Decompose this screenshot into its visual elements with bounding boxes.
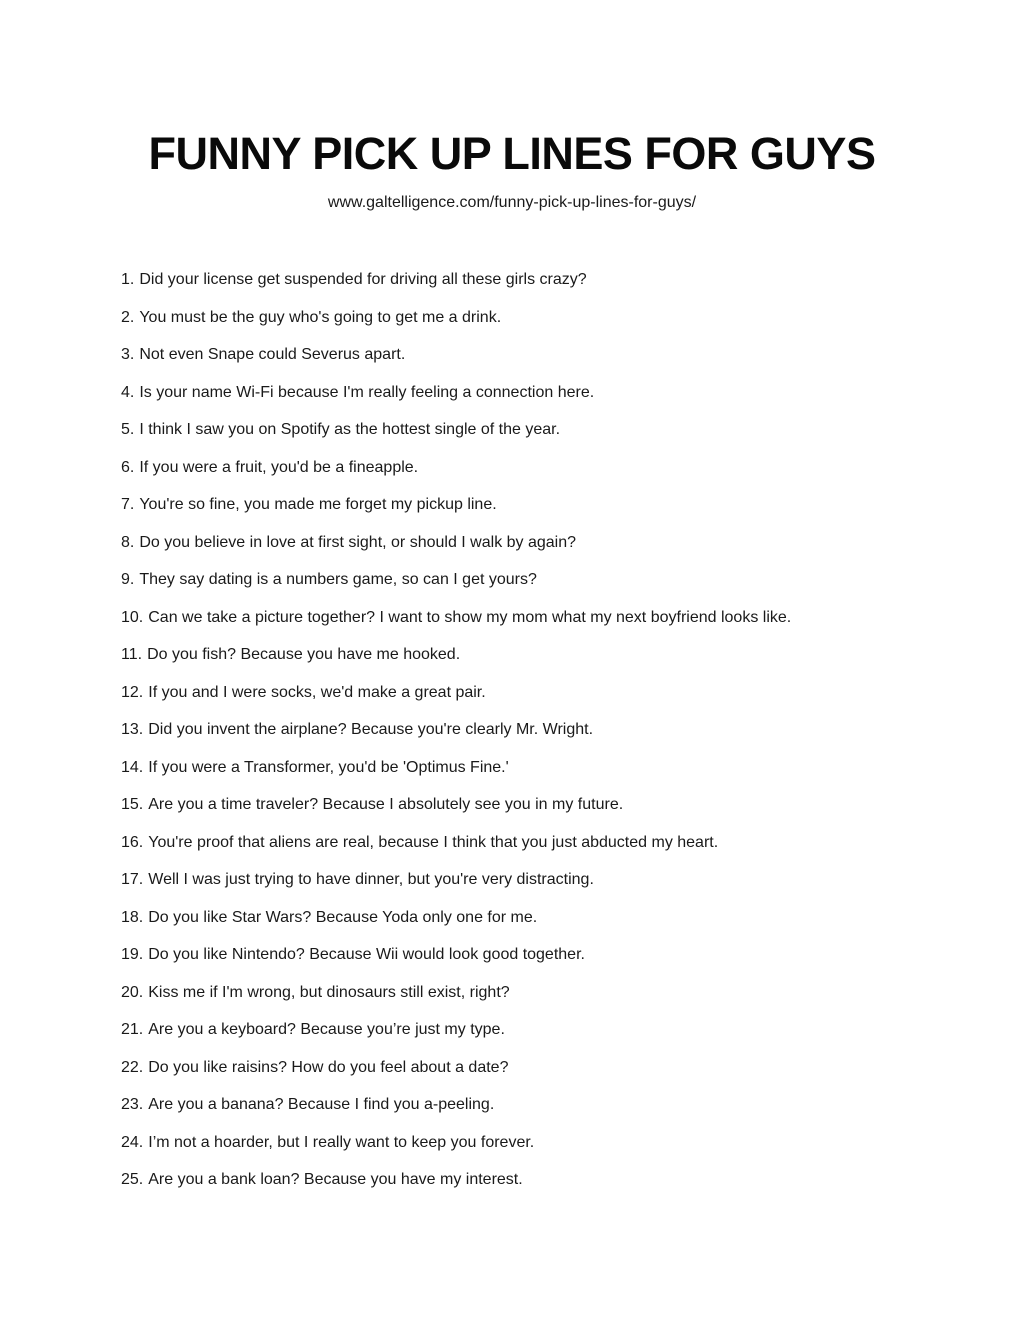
list-item (121, 643, 791, 681)
source-url: www.galtelligence.com/funny-pick-up-lines-for-guys/ (327, 194, 697, 211)
list-item (121, 418, 791, 456)
list-item (121, 606, 791, 644)
pickup-lines-list (121, 268, 791, 1206)
item-number: 14. (121, 758, 144, 776)
list-item (121, 306, 791, 344)
list-item (121, 493, 791, 531)
item-text: Kiss me if I'm wrong, but dinosaurs still exist, right? (148, 983, 510, 1001)
item-number: 12. (121, 683, 144, 701)
item-text: Are you a keyboard? Because you’re just my type. (148, 1021, 505, 1038)
item-text: You're so fine, you made me forget my pickup line. (139, 496, 497, 513)
item-text: Can we take a picture together? I want to show my mom what my next boyfriend looks like. (148, 608, 792, 626)
list-item (121, 1018, 791, 1056)
list-item (121, 531, 791, 569)
item-text: Do you like Star Wars? Because Yoda only one for me. (148, 908, 538, 926)
item-number: 22. (121, 1058, 144, 1076)
item-number: 24. (121, 1133, 144, 1151)
item-number: 1. (121, 271, 135, 288)
item-text: You must be the guy who's going to get me a drink. (139, 308, 502, 326)
item-number: 25. (121, 1171, 144, 1188)
item-text: If you and I were socks, we'd make a great pair. (148, 683, 486, 701)
item-text: Are you a bank loan? Because you have my interest. (148, 1171, 523, 1188)
list-item (121, 718, 791, 756)
item-number: 5. (121, 421, 135, 438)
item-number: 13. (121, 721, 144, 738)
list-item (121, 268, 791, 306)
item-text: Did you invent the airplane? Because you're clearly Mr. Wright. (148, 721, 594, 738)
item-text: I think I saw you on Spotify as the hottest single of the year. (139, 421, 561, 438)
item-text: If you were a Transformer, you'd be 'Optimus Fine.' (148, 758, 509, 776)
item-number: 19. (121, 946, 144, 963)
item-number: 11. (121, 646, 143, 663)
item-text: You're proof that aliens are real, because I think that you just abducted my heart. (148, 833, 719, 851)
list-item (121, 1131, 791, 1169)
item-text: If you were a fruit, you'd be a fineapple. (139, 458, 419, 476)
list-item (121, 1168, 791, 1206)
list-item (121, 456, 791, 494)
list-item (121, 1093, 791, 1131)
item-text: Are you a time traveler? Because I absolutely see you in my future. (148, 796, 624, 813)
list-item (121, 568, 791, 606)
item-text: Do you like raisins? How do you feel about a date? (148, 1058, 509, 1076)
item-number: 23. (121, 1096, 144, 1113)
list-item (121, 793, 791, 831)
item-text: Did your license get suspended for driving all these girls crazy? (139, 271, 587, 288)
item-number: 8. (121, 533, 135, 551)
item-text: Do you fish? Because you have me hooked. (147, 646, 461, 663)
list-item (121, 381, 791, 419)
list-item (121, 1056, 791, 1094)
item-number: 2. (121, 308, 135, 326)
list-item (121, 831, 791, 869)
list-item (121, 343, 791, 381)
item-text: Do you believe in love at first sight, or should I walk by again? (139, 533, 577, 551)
item-text: Is your name Wi-Fi because I'm really feeling a connection here. (139, 383, 595, 401)
item-number: 15. (121, 796, 144, 813)
list-item (121, 943, 791, 981)
item-text: I’m not a hoarder, but I really want to keep you forever. (148, 1133, 535, 1151)
item-number: 10. (121, 608, 144, 626)
item-number: 20. (121, 983, 144, 1001)
list-item (121, 756, 791, 794)
item-number: 16. (121, 833, 144, 851)
item-number: 3. (121, 346, 135, 363)
item-text: Do you like Nintendo? Because Wii would look good together. (148, 946, 585, 963)
item-text: They say dating is a numbers game, so can I get yours? (139, 571, 537, 588)
item-number: 7. (121, 496, 135, 513)
page-title: FUNNY PICK UP LINES FOR GUYS (148, 128, 876, 179)
item-number: 17. (121, 871, 144, 888)
item-number: 21. (121, 1021, 144, 1038)
item-text: Well I was just trying to have dinner, but you're very distracting. (148, 871, 594, 888)
list-item (121, 681, 791, 719)
list-item (121, 906, 791, 944)
item-text: Are you a banana? Because I find you a-peeling. (148, 1096, 495, 1113)
item-number: 18. (121, 908, 144, 926)
item-number: 4. (121, 383, 135, 401)
list-item (121, 868, 791, 906)
item-number: 9. (121, 571, 135, 588)
list-item (121, 981, 791, 1019)
item-text: Not even Snape could Severus apart. (139, 346, 406, 363)
item-number: 6. (121, 458, 135, 476)
